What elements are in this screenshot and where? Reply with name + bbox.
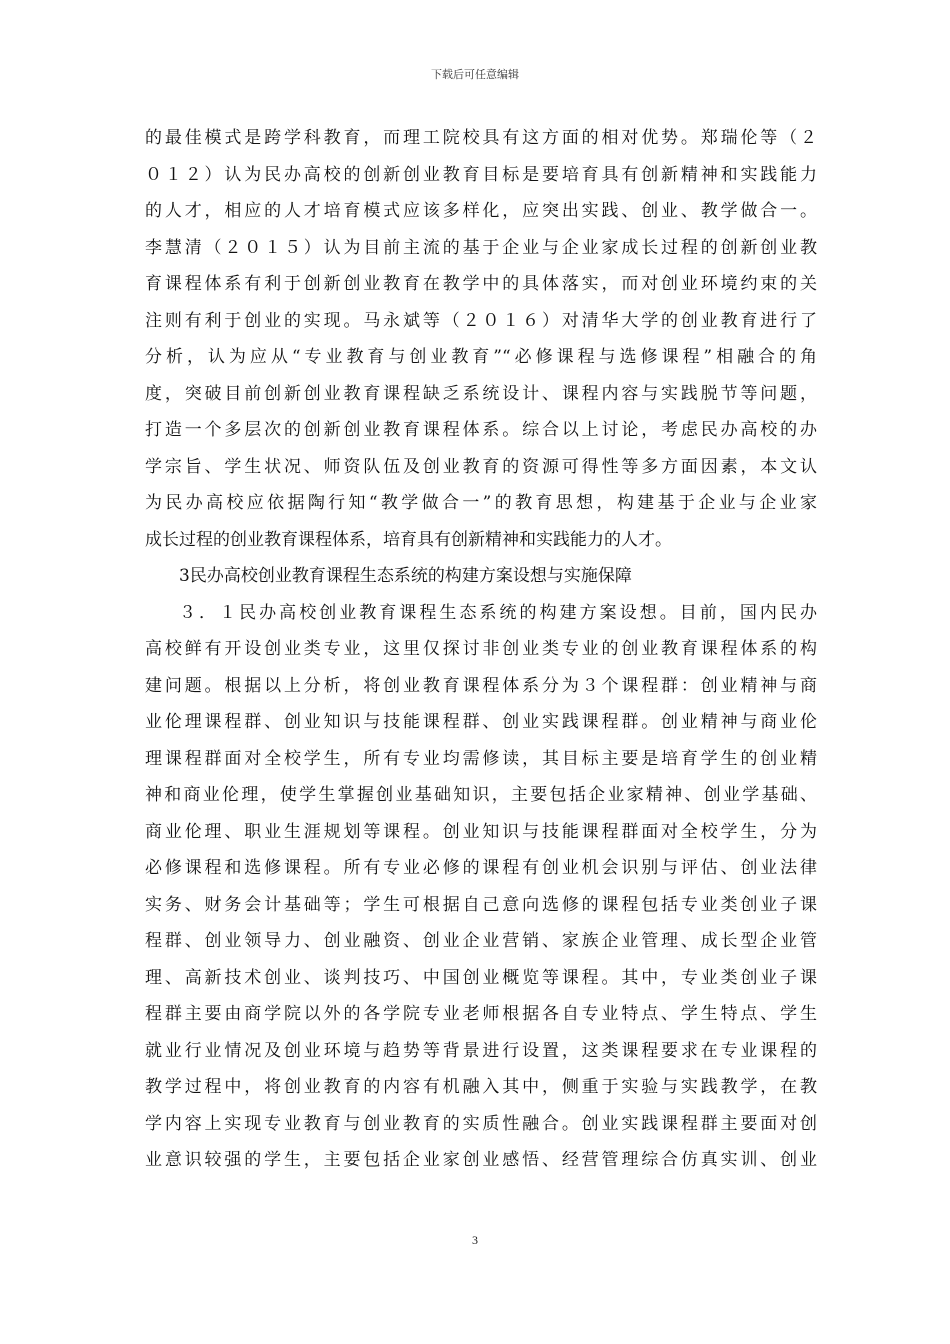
text-line: 度，突破目前创新创业教育课程缺乏系统设计、课程内容与实践脱节等问题，: [145, 383, 817, 404]
section-heading: 3民办高校创业教育课程生态系统的构建方案设想与实施保障: [179, 566, 632, 586]
text-line: 商业伦理、职业生涯规划等课程。创业知识与技能课程群面对全校学生，分为: [145, 821, 817, 842]
text-line: 的人才，相应的人才培育模式应该多样化，应突出实践、创业、教学做合一。: [145, 201, 817, 221]
text-line: 必修课程和选修课程。所有专业必修的课程有创业机会识别与评估、创业法律: [145, 858, 817, 878]
text-line: 高校鲜有开设创业类专业，这里仅探讨非创业类专业的创业教育课程体系的构: [145, 639, 817, 659]
text-line: 业伦理课程群、创业知识与技能课程群、创业实践课程群。创业精神与商业伦: [145, 712, 817, 732]
text-line: 打造一个多层次的创新创业教育课程体系。综合以上讨论，考虑民办高校的办: [145, 420, 817, 440]
text-line: 理、高新技术创业、谈判技巧、中国创业概览等课程。其中，专业类创业子课: [145, 967, 817, 988]
text-line: 学内容上实现专业教育与创业教育的实质性融合。创业实践课程群主要面对创: [145, 1113, 817, 1134]
text-line: 神和商业伦理，使学生掌握创业基础知识，主要包括企业家精神、创业学基础、: [145, 785, 817, 805]
text-line: 为民办高校应依据陶行知“教学做合一”的教育思想，构建基于企业与企业家: [145, 493, 817, 513]
text-line: 理课程群面对全校学生，所有专业均需修读，其目标主要是培育学生的创业精: [145, 748, 817, 769]
text-line: 程群、创业领导力、创业融资、创业企业营销、家族企业管理、成长型企业管: [145, 931, 817, 951]
text-line: 建问题。根据以上分析，将创业教育课程体系分为３个课程群：创业精神与商: [145, 675, 817, 696]
text-line: 就业行业情况及创业环境与趋势等背景进行设置，这类课程要求在专业课程的: [145, 1040, 817, 1061]
text-line: ０１２）认为民办高校的创新创业教育目标是要培育具有创新精神和实践能力: [145, 164, 817, 185]
text-line: 业意识较强的学生，主要包括企业家创业感悟、经营管理综合仿真实训、创业: [145, 1150, 817, 1170]
text-line: 程群主要由商学院以外的各学院专业老师根据各自专业特点、学生特点、学生: [145, 1004, 817, 1024]
text-line: 教学过程中，将创业教育的内容有机融入其中，侧重于实验与实践教学，在教: [145, 1077, 817, 1097]
text-line: 的最佳模式是跨学科教育，而理工院校具有这方面的相对优势。郑瑞伦等（２: [145, 128, 817, 148]
body-text: [145, 120, 817, 1179]
text-line: 成长过程的创业教育课程体系，培育具有创新精神和实践能力的人才。: [145, 529, 672, 550]
text-line: 实务、财务会计基础等；学生可根据自己意向选修的课程包括专业类创业子课: [145, 894, 817, 915]
text-line: 学宗旨、学生状况、师资队伍及创业教育的资源可得性等多方面因素，本文认: [145, 456, 817, 477]
text-line: 分析，认为应从“专业教育与创业教育”“必修课程与选修课程”相融合的角: [145, 347, 817, 367]
text-line: 李慧清（２０１５）认为目前主流的基于企业与企业家成长过程的创新创业教: [145, 237, 817, 258]
text-line: 育课程体系有利于创新创业教育在教学中的具体落实，而对创业环境约束的关: [145, 274, 817, 294]
subsection-heading: ３．１民办高校创业教育课程生态系统的构建方案设想。目前，国内民办: [179, 602, 817, 623]
page-header: 下载后可任意编辑: [431, 68, 519, 81]
text-line: 注则有利于创业的实现。马永斌等（２０１６）对清华大学的创业教育进行了: [145, 310, 817, 331]
page-number: 3: [472, 1233, 478, 1247]
